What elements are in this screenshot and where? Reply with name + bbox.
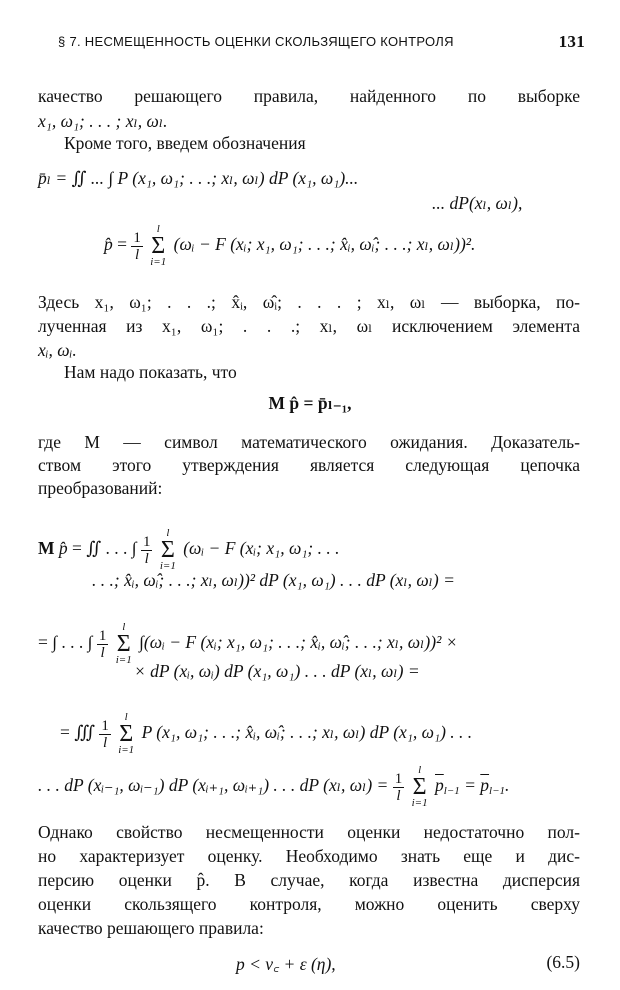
chain-line-2: . . .; x̂ᵢ, ω̂ᵢ; . . .; xₗ, ωₗ))² dP (x₁, ω₁) . . . dP (xₗ, ωₗ) =: [92, 570, 455, 590]
text-line: качество решающего правила:: [38, 918, 264, 938]
text-line: оценки скользящего контроля, можно оценить сверху: [38, 894, 580, 914]
formula-claim: M p̂ = p̄ₗ₋₁,: [268, 393, 352, 413]
formula-p-bar-continued: ... dP(xₗ, ωₗ),: [432, 193, 523, 213]
chain-line-5: = ∭ $\frac{1}{l}$ l Σ i=1 P (x₁, ω₁; . . .; x̂ᵢ, ω̂ᵢ; . . .; xₗ, ωₗ) dP (x₁, ω₁) . . .: [60, 711, 473, 756]
sum-symbol: l Σ i=1: [411, 764, 428, 809]
equation-number: (6.5): [546, 952, 580, 972]
sum-symbol: l Σ i=1: [150, 223, 167, 268]
chain-line-3: = ∫ . . . ∫ $\frac{1}{l}$ l Σ i=1 ∫(ωᵢ − F (xᵢ; x₁, ω₁; . . .; x̂ᵢ, ω̂ᵢ; . . .; xₗ, ωₗ))² ×: [38, 621, 458, 666]
page-number: 131: [558, 32, 585, 51]
text-line: Кроме того, введем обозначения: [64, 133, 306, 153]
section-title: § 7. НЕСМЕЩЕННОСТЬ ОЦЕНКИ СКОЛЬЗЯЩЕГО КОНТРОЛЯ: [58, 34, 454, 49]
text-line: преобразований:: [38, 478, 163, 498]
formula-p-hat-body: (ωᵢ − F (xᵢ; x₁, ω₁; . . .; x̂ᵢ, ω̂ᵢ; . . .; xₗ, ωₗ))².: [173, 234, 476, 255]
text-line: x₁, ω₁; . . . ; xₗ, ωₗ.: [38, 111, 168, 131]
text-line: ством этого утверждения является следующая цепочка: [38, 455, 580, 475]
text-line: Нам надо показать, что: [64, 362, 237, 382]
text-line: лученная из x₁, ω₁; . . .; xₗ, ωₗ исключением элемента: [38, 316, 580, 336]
running-header: [40, 34, 585, 56]
text-line: качество решающего правила, найденного по выборке: [38, 86, 580, 106]
text-line: но характеризует оценку. Необходимо знать еще и дис-: [38, 846, 580, 866]
text-line: где M — символ математического ожидания. Доказатель-: [38, 432, 580, 452]
fraction: $\frac{1}{l}$: [133, 229, 141, 263]
fraction: $\frac{1}{l}$: [98, 627, 107, 661]
sum-symbol: l Σ i=1: [159, 527, 176, 572]
formula-p-bar: p̄ₗ = ∬ ... ∫ P (x₁, ω₁; . . .; xₗ, ωₗ) dP (x₁, ω₁)...: [38, 168, 359, 188]
text-line: Здесь x₁, ω₁; . . .; x̂ᵢ, ω̂ᵢ; . . . ; xₗ, ωₗ — выборка, по-: [38, 292, 580, 312]
fraction: $\frac{1}{l}$: [101, 717, 109, 751]
chain-line-4: × dP (xᵢ, ωᵢ) dP (x₁, ω₁) . . . dP (xₗ, ωₗ) =: [134, 661, 420, 681]
sum-symbol: l Σ i=1: [115, 621, 132, 666]
sum-symbol: l Σ i=1: [118, 711, 135, 756]
fraction: $\frac{1}{l}$: [142, 533, 151, 567]
formula-p-hat: p̂ = $\frac{1}{l}$ l Σ i=1 (ωᵢ − F (xᵢ; x₁, ω₁; . . .; x̂ᵢ, ω̂ᵢ; . . .; xₗ, ωₗ))².: [104, 223, 476, 268]
chain-line-6: . . . dP (xᵢ₋₁, ωᵢ₋₁) dP (xᵢ₊₁, ωᵢ₊₁) . . . dP (xₗ, ωₗ) = $\frac{1}{l}$ l Σ i=1 $\overline{p}_{l-1} = \overline{p}_{l-1}$.: [38, 764, 510, 809]
text-line: xᵢ, ωᵢ.: [38, 340, 77, 360]
chain-line-1: M p̂ = ∬ . . . ∫ $\frac{1}{l}$ l Σ i=1 (ωᵢ − F (xᵢ; x₁, ω₁; . . .: [38, 527, 340, 572]
formula-6-5: p < ν꜀ + ε (η),: [236, 954, 336, 974]
text-line: персию оценки p̂. В случае, когда известна дисперсия: [38, 870, 580, 890]
fraction: $\frac{1}{l}$: [394, 770, 403, 804]
text-line: Однако свойство несмещенности оценки недостаточно пол-: [38, 822, 580, 842]
